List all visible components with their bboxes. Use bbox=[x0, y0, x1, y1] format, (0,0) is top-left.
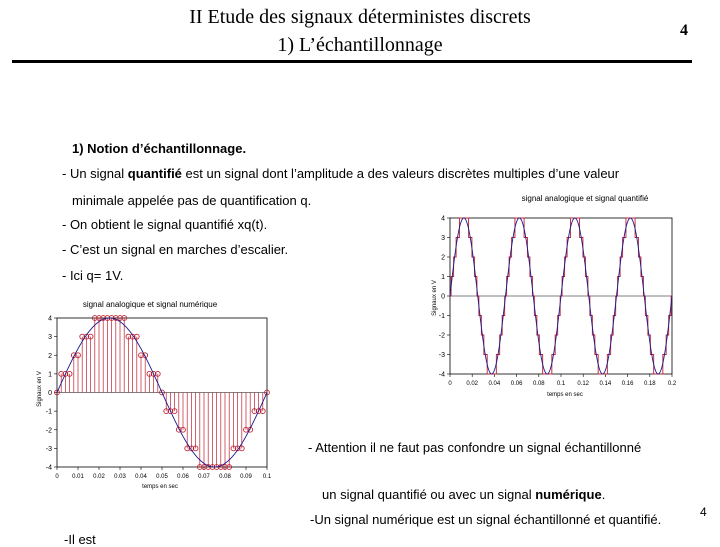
x-tick-label: 0 bbox=[55, 474, 59, 480]
attention-suffix: . bbox=[601, 487, 606, 502]
y-tick-label: -4 bbox=[45, 464, 52, 472]
y-tick-label: -4 bbox=[438, 371, 445, 379]
section-heading: 1) Notion d’échantillonnage. bbox=[72, 141, 247, 156]
y-tick-label: -1 bbox=[438, 313, 445, 320]
x-tick-label: 0.09 bbox=[240, 474, 252, 480]
x-tick-label: 0.18 bbox=[643, 381, 656, 387]
x-tick-label: 0.07 bbox=[198, 474, 210, 480]
x-tick-label: 0.14 bbox=[599, 381, 612, 387]
x-tick-label: 0.16 bbox=[621, 381, 634, 387]
bullet-xq: - On obtient le signal quantifié xq(t). bbox=[62, 217, 268, 232]
title-line-1: II Etude des signaux déterministes discrets bbox=[189, 6, 531, 28]
slide-number: 4 bbox=[680, 22, 688, 39]
attention-line-2 bbox=[322, 487, 605, 502]
y-tick-label: -3 bbox=[438, 352, 445, 359]
y-tick-label: -2 bbox=[438, 332, 445, 340]
bullet1-suffix: est un signal dont l’amplitude a des valeurs discrètes multiples d’une valeur bbox=[181, 166, 620, 181]
chart-quantized bbox=[425, 188, 705, 403]
header-rule bbox=[12, 60, 692, 63]
chart1-title: signal analogique et signal quantifié bbox=[521, 194, 649, 203]
x-tick-label: 0.01 bbox=[72, 474, 84, 480]
y-tick-label: -1 bbox=[45, 408, 52, 416]
bullet1-prefix: - Un signal bbox=[62, 166, 128, 181]
y-tick-label: 3 bbox=[441, 235, 445, 242]
bullet-quantified-definition bbox=[62, 166, 619, 181]
x-tick-label: 0.06 bbox=[510, 381, 523, 387]
chart1-xlabel: temps en sec bbox=[547, 392, 583, 398]
y-tick-label: 1 bbox=[48, 371, 52, 379]
x-tick-label: 0.1 bbox=[262, 474, 272, 480]
x-tick-label: 0 bbox=[448, 381, 452, 387]
attention-bold: numérique bbox=[535, 487, 602, 502]
title-line-2: 1) L’échantillonnage bbox=[277, 34, 443, 56]
y-tick-label: 0 bbox=[48, 390, 52, 397]
x-tick-label: 0.02 bbox=[93, 474, 105, 480]
attention-prefix: un signal quantifié ou avec un signal bbox=[322, 487, 536, 502]
bullet1-line2: minimale appelée pas de quantification q. bbox=[72, 193, 312, 208]
chart2-ylabel: Signaux en V bbox=[37, 371, 43, 407]
y-tick-label: 2 bbox=[441, 254, 445, 262]
attention-line-1: - Attention il ne faut pas confondre un signal échantillonné bbox=[308, 440, 642, 455]
bullet1-bold: quantifié bbox=[127, 166, 182, 181]
x-tick-label: 0.2 bbox=[667, 381, 677, 387]
x-tick-label: 0.04 bbox=[488, 381, 501, 387]
chart-numeric bbox=[30, 296, 290, 498]
chart2-title: signal analogique et signal numérique bbox=[82, 300, 218, 309]
x-tick-label: 0.06 bbox=[177, 474, 189, 480]
x-tick-label: 0.03 bbox=[114, 474, 126, 480]
x-tick-label: 0.08 bbox=[532, 381, 545, 387]
y-tick-label: 3 bbox=[48, 334, 52, 342]
x-tick-label: 0.08 bbox=[219, 474, 231, 480]
x-tick-label: 0.12 bbox=[577, 381, 590, 387]
y-tick-label: -2 bbox=[45, 427, 52, 435]
y-tick-label: -3 bbox=[45, 445, 52, 453]
x-tick-label: 0.05 bbox=[156, 474, 168, 480]
y-tick-label: 2 bbox=[48, 352, 52, 360]
cut-off-text: -Il est bbox=[64, 532, 96, 547]
y-tick-label: 4 bbox=[441, 215, 445, 223]
x-tick-label: 0.02 bbox=[466, 381, 479, 387]
bullet-q-value: - Ici q= 1V. bbox=[62, 268, 124, 283]
chart2-xlabel: temps en sec bbox=[142, 484, 178, 490]
x-tick-label: 0.1 bbox=[556, 381, 566, 387]
y-tick-label: 4 bbox=[48, 315, 52, 323]
footer-page-number: 4 bbox=[700, 505, 707, 519]
y-tick-label: 1 bbox=[441, 274, 445, 281]
x-tick-label: 0.04 bbox=[135, 474, 147, 480]
bullet-staircase: - C’est un signal en marches d’escalier. bbox=[62, 242, 289, 257]
y-tick-label: 0 bbox=[441, 293, 445, 301]
numeric-definition: -Un signal numérique est un signal échantillonné et quantifié. bbox=[310, 512, 662, 527]
chart1-ylabel: Signaux en V bbox=[432, 280, 438, 316]
